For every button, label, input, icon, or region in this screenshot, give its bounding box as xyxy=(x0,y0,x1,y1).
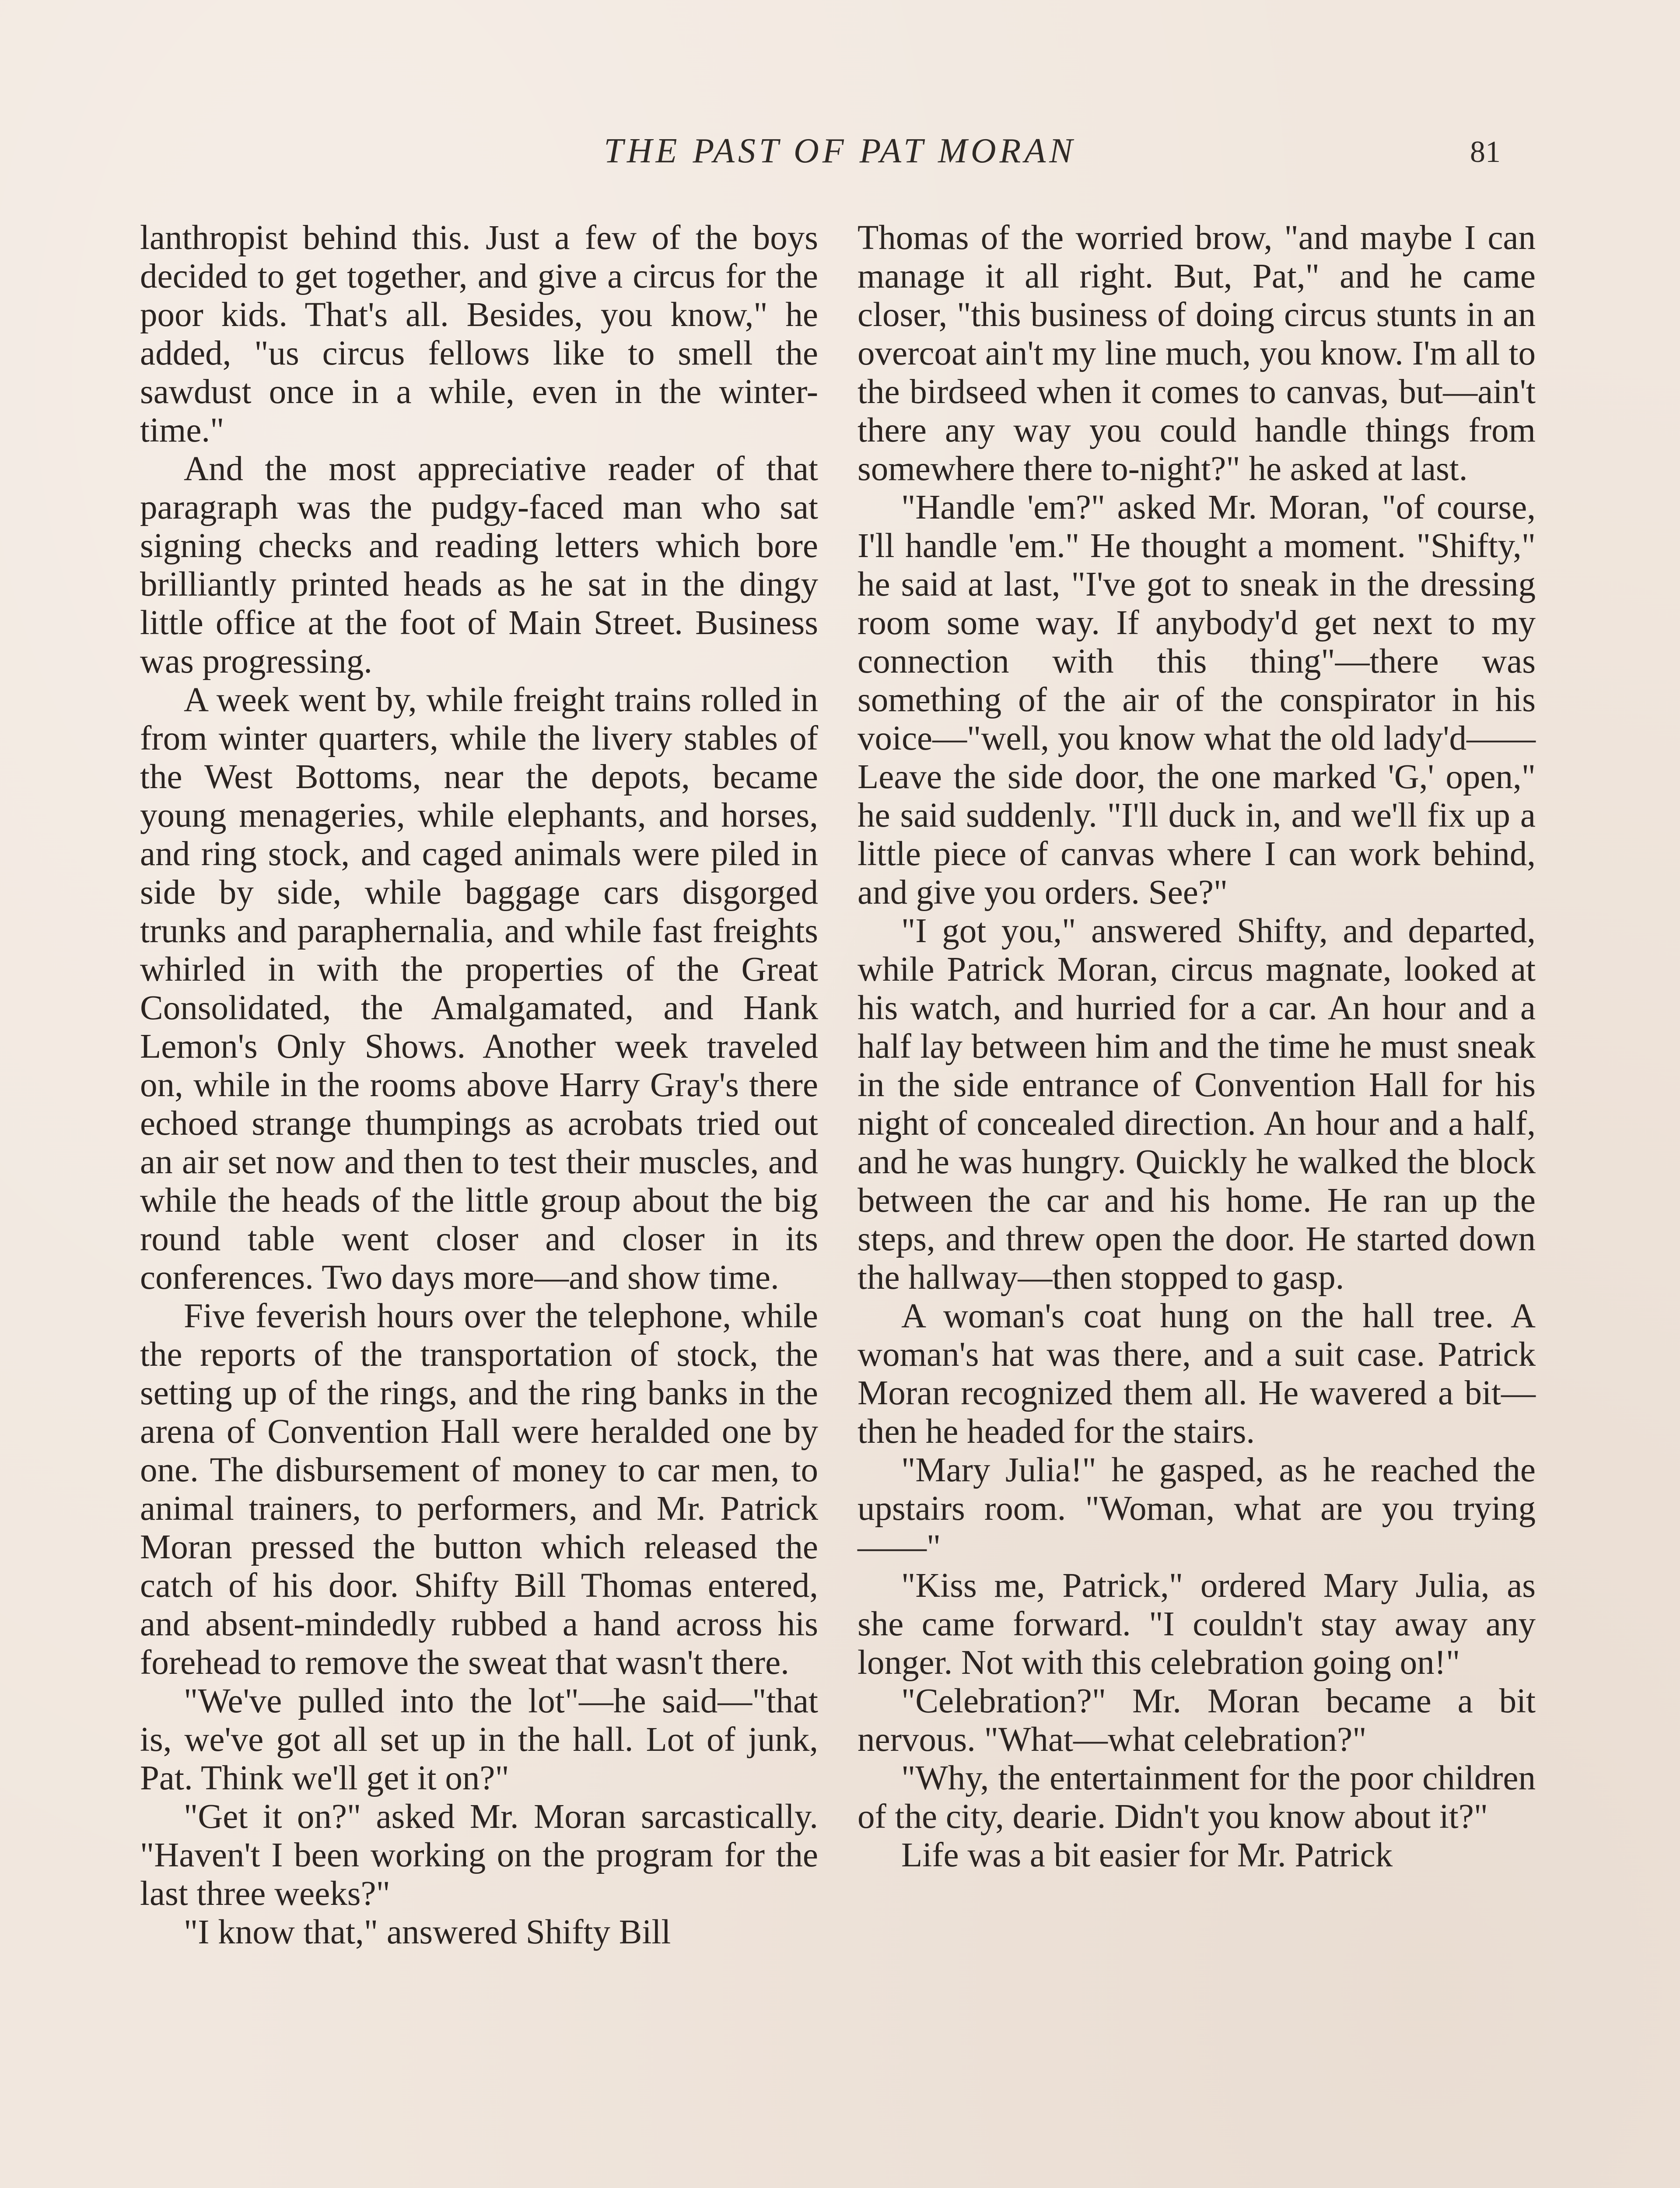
running-title: THE PAST OF PAT MORAN xyxy=(604,132,1076,170)
paragraph: "Get it on?" asked Mr. Moran sarcastically. "Haven't I been working on the program for the last three weeks?" xyxy=(140,1798,818,1913)
right-column xyxy=(858,219,1536,1875)
paragraph: A woman's coat hung on the hall tree. A woman's hat was there, and a suit case. Patrick Moran recognized them all. He wavered a bit—then he headed for the stairs. xyxy=(858,1297,1536,1451)
paragraph: "Why, the entertainment for the poor children of the city, dearie. Didn't you know about it?" xyxy=(858,1759,1536,1836)
paragraph: Five feverish hours over the telephone, while the reports of the transportation of stock, the setting up of the rings, and the ring banks in the arena of Convention Hall were heralded one by one. The disbursement of money to car men, to animal trainers, to performers, and Mr. Patrick Moran pressed the button which released the catch of his door. Shifty Bill Thomas entered, and absent-mindedly rubbed a hand across his forehead to remove the sweat that wasn't there. xyxy=(140,1297,818,1682)
paragraph: "Kiss me, Patrick," ordered Mary Julia, as she came forward. "I couldn't stay away any longer. Not with this celebration going on!" xyxy=(858,1567,1536,1682)
paragraph: A week went by, while freight trains rolled in from winter quarters, while the livery stables of the West Bottoms, near the depots, became young menageries, while elephants, and horses, and ring stock, and caged animals were piled in side by side, while baggage cars disgorged trunks and paraphernalia, and while fast freights whirled in with the properties of the Great Consolidated, the Amalgamated, and Hank Lemon's Only Shows. Another week traveled on, while in the rooms above Harry Gray's there echoed strange thumpings as acrobats tried out an air set now and then to test their muscles, and while the heads of the little group about the big round table went closer and closer in its conferences. Two days more—and show time. xyxy=(140,681,818,1297)
running-head xyxy=(0,131,1680,179)
paragraph: "We've pulled into the lot"—he said—"that is, we've got all set up in the hall. Lot of junk, Pat. Think we'll get it on?" xyxy=(140,1682,818,1797)
paragraph: Life was a bit easier for Mr. Patrick xyxy=(901,1836,1393,1874)
paragraph: "Celebration?" Mr. Moran became a bit nervous. "What—what celebration?" xyxy=(858,1682,1536,1759)
page-number: 81 xyxy=(1470,135,1501,169)
paragraph: Thomas of the worried brow, "and maybe I can manage it all right. But, Pat," and he came closer, "this business of doing circus stunts in an overcoat ain't my line much, you know. I'm all to the birdseed when it comes to canvas, but—ain't there any way you could handle things from somewhere there to-night?" he asked at last. xyxy=(858,219,1536,488)
paragraph: "Mary Julia!" he gasped, as he reached the upstairs room. "Woman, what are you trying——" xyxy=(858,1451,1536,1566)
paragraph: "Handle 'em?" asked Mr. Moran, "of course, I'll handle 'em." He thought a moment. "Shifty," he said at last, "I've got to sneak in the dressing room some way. If anybody'd get next to my connection with this thing"—there was something of the air of the conspirator in his voice—"well, you know what the old lady'd—— Leave the side door, the one marked 'G,' open," he said suddenly. "I'll duck in, and we'll fix up a little piece of canvas where I can work behind, and give you orders. See?" xyxy=(858,488,1536,912)
left-column xyxy=(140,219,818,1952)
paragraph: And the most appreciative reader of that paragraph was the pudgy-faced man who sat signing checks and reading letters which bore brilliantly printed heads as he sat in the dingy little office at the foot of Main Street. Business was progressing. xyxy=(140,450,818,680)
paragraph: "I got you," answered Shifty, and departed, while Patrick Moran, circus magnate, looked at his watch, and hurried for a car. An hour and a half lay between him and the time he must sneak in the side entrance of Convention Hall for his night of concealed direction. An hour and a half, and he was hungry. Quickly he walked the block between the car and his home. He ran up the steps, and threw open the door. He started down the hallway—then stopped to gasp. xyxy=(858,912,1536,1297)
paragraph: lanthropist behind this. Just a few of the boys decided to get together, and give a circus for the poor kids. That's all. Besides, you know," he added, "us circus fellows like to smell the sawdust once in a while, even in the winter-time." xyxy=(140,219,818,449)
paragraph: "I know that," answered Shifty Bill xyxy=(184,1913,671,1951)
